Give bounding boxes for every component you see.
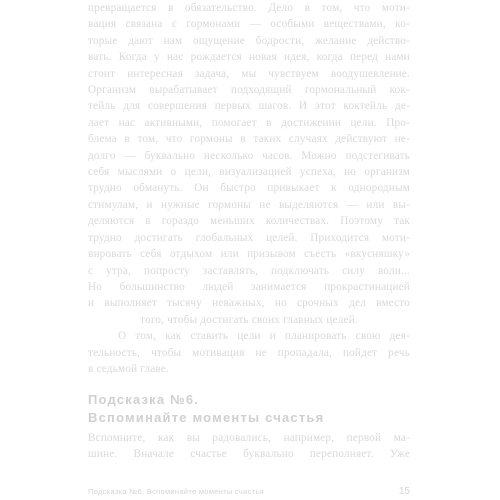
page-footer bbox=[88, 486, 410, 498]
main-paragraph bbox=[88, 0, 410, 377]
text-line: вация связана с гормонами — особыми веществами, ко- bbox=[88, 18, 410, 31]
text-line: в седьмой главе. bbox=[88, 362, 169, 375]
section-heading-line2: Вспоминайте моменты счастья bbox=[88, 410, 325, 425]
text-line: Организм вырабатывает подходящий гормональный кок- bbox=[88, 84, 410, 97]
section-heading-line1: Подсказка №6. bbox=[88, 392, 200, 407]
page-number: 15 bbox=[398, 486, 410, 497]
text-line: блема в том, что гормоны в таких случаях действуют не- bbox=[88, 133, 410, 146]
text-line: Вспомните, как вы радовались, например, первой ма- bbox=[88, 432, 410, 444]
text-line: превращается в обязательство. Дело в том, что моти- bbox=[88, 2, 410, 14]
text-line: трудно достигать глобальных целей. Приходится моти- bbox=[88, 231, 410, 244]
text-line: О том, как ставить цели и планировать свою дея- bbox=[118, 330, 410, 343]
text-line: того, чтобы достигать своих главных целей. bbox=[140, 313, 358, 326]
section-paragraph bbox=[88, 430, 410, 463]
text-line: шине. Вначале счастье буквально переполняет. Уже bbox=[88, 448, 410, 461]
text-line: долго — буквально несколько часов. Можно подстегивать bbox=[88, 149, 410, 162]
text-line: лает нас активными, помогает в достижении цели. Про- bbox=[88, 116, 410, 129]
text-line: себя мыслями о цели, визуализацией успеха, но организм bbox=[88, 166, 410, 179]
text-line: и выполняет тысячу неважных, но срочных дел вместо bbox=[88, 297, 410, 310]
section-heading bbox=[88, 391, 410, 427]
text-line: вировать себя отдыхом или призывом съесть «вкусняшку» bbox=[88, 248, 410, 261]
running-title: Подсказка №6. Вспоминайте моменты счастья bbox=[88, 487, 264, 496]
text-line: Но большинство людей занимается прокрастинацией bbox=[88, 280, 410, 293]
text-line: стоит интересная задача, мы чувствуем воодушевление. bbox=[88, 67, 410, 80]
text-line: деляются в гораздо меньших количествах. Поэтому так bbox=[88, 215, 410, 228]
text-line: трудно обмануть. Он быстро привыкает к однородным bbox=[88, 182, 410, 195]
text-line: вать. Когда у нас рождается новая идея, когда перед нами bbox=[88, 51, 410, 64]
text-line: стимулам, и нужные гормоны не выделяются — или вы- bbox=[88, 198, 410, 211]
text-line: тейль для совершения первых шагов. И этот коктейль де- bbox=[88, 100, 410, 113]
text-line: торые дают нам ощущение бодрости, желание действо- bbox=[88, 34, 410, 47]
text-line: тельность, чтобы мотивация не пропадала, пойдет речь bbox=[88, 346, 410, 359]
text-line: с утра, попросту заставлять, подключать силу воли... bbox=[88, 264, 410, 277]
